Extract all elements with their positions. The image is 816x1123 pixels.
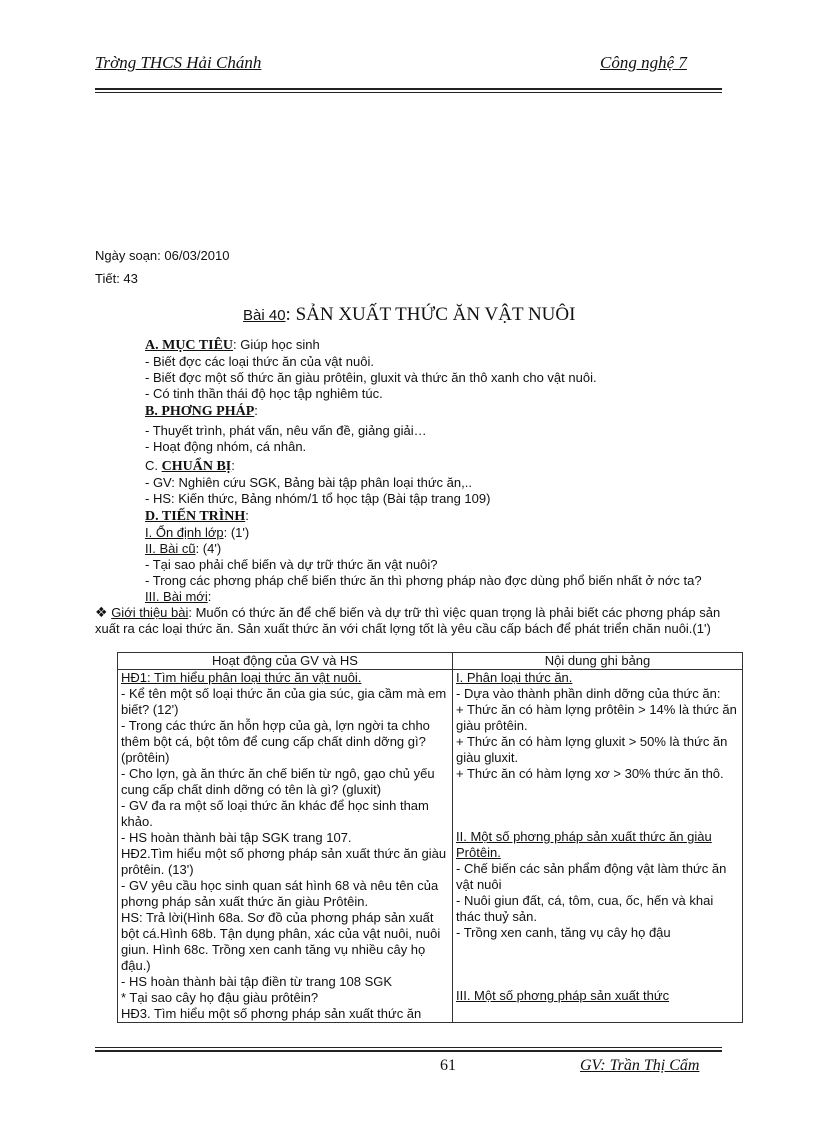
activity-line: - Kể tên một số loại thức ăn của gia súc, gia cầm mà em biết? (12') [121, 686, 447, 717]
activity-line: - GV đa ra một số loại thức ăn khác để học sinh tham khảo. [121, 798, 429, 829]
activity-line: HĐ3. Tìm hiểu một số phơng pháp sản xuất thức ăn [121, 1006, 422, 1021]
step-3 [145, 589, 735, 605]
prep-prefix: C. [145, 458, 162, 473]
date-line: Ngày soạn: 06/03/2010 [95, 248, 230, 263]
lesson-title [243, 304, 575, 326]
activity-line: HĐ1: Tìm hiểu phân loại thức ăn vật nuôi. [121, 670, 362, 685]
objective-item: - Biết đợc các loại thức ăn của vật nuôi. [145, 354, 374, 369]
header-school-text: Trờng THCS Hải Chánh [95, 53, 262, 72]
intro-paragraph [95, 604, 735, 637]
diamond-bullet-icon: ❖ [95, 604, 108, 620]
activity-line: - Cho lợn, gà ăn thức ăn chế biến từ ngô, gạo chủ yếu cung cấp chất dinh dỡng có tên là gì? (gluxit) [121, 766, 435, 797]
notes-line: - Nuôi giun đất, cá, tôm, cua, ốc, hến và khai thác thuỷ sản. [456, 893, 714, 924]
activities-cell [118, 670, 453, 1023]
prep-suffix: : [231, 458, 235, 473]
prep-item: - GV: Nghiên cứu SGK, Bảng bài tập phân loại thức ăn,.. [145, 475, 472, 490]
step-1 [145, 525, 735, 541]
objectives-intro: : Giúp học sinh [233, 337, 320, 352]
process-heading-line [145, 508, 735, 525]
activity-line: - HS hoàn thành bài tập điền từ trang 108 SGK [121, 974, 393, 989]
method-heading: B. PHƠNG PHÁP [145, 404, 255, 419]
header-school [95, 53, 261, 73]
activity-line: - Trong các thức ăn hỗn hợp của gà, lợn ngời ta chho thêm bột cá, bột tôm để cung cấp chất dinh dỡng gì? (prôtêin) [121, 718, 430, 765]
objective-item: - Biết đợc một số thức ăn giàu prôtêin, gluxit và thức ăn thô xanh cho vật nuôi. [145, 370, 597, 385]
lesson-title-text: : SẢN XUẤT THỨC ĂN VẬT NUÔI [285, 304, 576, 325]
objectives-heading-line [145, 337, 735, 354]
lesson-body [145, 337, 735, 605]
method-heading-line [145, 403, 735, 420]
activity-line: - HS hoàn thành bài tập SGK trang 107. [121, 830, 352, 845]
activity-line: - GV yêu cầu học sinh quan sát hình 68 và nêu tên của phơng pháp sản xuất thức ăn giàu Prôtêin. [121, 878, 439, 909]
notes-heading: II. Một số phơng pháp sản xuất thức ăn giàu Prôtêin. [456, 829, 712, 860]
footer-rule-thick [95, 1050, 722, 1052]
step-3-rest: : [207, 589, 212, 604]
table-row [118, 670, 743, 1023]
step-1-label: I. Ổn định lớp [145, 525, 224, 540]
method-suffix: : [254, 403, 258, 418]
page-number: 61 [440, 1057, 456, 1074]
notes-heading: III. Một số phơng pháp sản xuất thức [456, 988, 670, 1003]
notes-cell [453, 670, 743, 1023]
footer-rule-thin [95, 1047, 722, 1048]
process-suffix: : [245, 508, 249, 523]
objectives-heading: A. MỤC TIÊU [145, 338, 234, 353]
question-item: - Tại sao phải chế biến và dự trữ thức ăn vật nuôi? [145, 557, 438, 572]
step-2 [145, 541, 735, 557]
step-2-label: II. Bài cũ [145, 541, 196, 556]
notes-line: + Thức ăn có hàm lợng gluxit > 50% là thức ăn giàu gluxit. [456, 734, 728, 765]
notes-line: + Thức ăn có hàm lợng prôtêin > 14% là thức ăn giàu prôtêin. [456, 702, 737, 733]
header-subject [600, 53, 687, 73]
activity-line: HĐ2.Tìm hiểu một số phơng pháp sản xuất thức ăn giàu prôtêin. (13') [121, 846, 447, 877]
header-rule-thick [95, 88, 722, 90]
notes-spacer [456, 782, 739, 829]
activity-line: HS: Trả lời(Hình 68a. Sơ đồ của phơng pháp sản xuất bột cá.Hình 68b. Tận dụng phân, xác của vật nuôi, nuôi giun. Hình 68c. Trồng xen canh tăng vụ nhiều cây họ đậu.) [121, 910, 441, 973]
step-2-rest: : (4') [195, 541, 222, 556]
prep-item: - HS: Kiến thức, Bảng nhóm/1 tổ học tập (Bài tập trang 109) [145, 491, 491, 506]
activity-line: * Tại sao cây họ đậu giàu prôtêin? [121, 990, 319, 1005]
method-item: - Hoạt động nhóm, cá nhân. [145, 439, 307, 454]
prep-heading: CHUẨN BỊ [161, 459, 232, 474]
notes-line: - Dựa vào thành phần dinh dỡng của thức ăn: [456, 686, 721, 701]
intro-label: Giới thiệu bài [111, 605, 189, 620]
notes-line: - Trồng xen canh, tăng vụ cây họ đậu [456, 925, 671, 940]
header-subject-text: Công nghệ 7 [600, 53, 687, 72]
notes-line: + Thức ăn có hàm lợng xơ > 30% thức ăn thô. [456, 766, 724, 781]
objective-item: - Có tinh thần thái độ học tập nghiêm túc. [145, 386, 383, 401]
intro-text: : Muốn có thức ăn để chế biến và dự trữ thì việc quan trọng là phải biết các phơng pháp sản xuất ra các loại thức ăn. Sản xuất thức ăn với chất lợng tốt là yêu cầu cấp bách để phát triển chăn nuôi.(1') [95, 605, 721, 636]
step-3-label: III. Bài mới [145, 589, 208, 604]
header-rule-thin [95, 92, 722, 93]
table-header: Nội dung ghi bảng [453, 653, 743, 670]
activity-table [117, 652, 743, 1023]
table-header: Hoạt động của GV và HS [118, 653, 453, 670]
method-item: - Thuyết trình, phát vấn, nêu vấn đề, giảng giải… [145, 423, 427, 438]
table-header-row [118, 653, 743, 670]
teacher-name: GV: Trần Thị Cẩm [580, 1057, 700, 1074]
notes-line: - Chế biến các sản phẩm động vật làm thức ăn vật nuôi [456, 861, 727, 892]
notes-heading: I. Phân loại thức ăn. [456, 670, 573, 685]
process-heading: D. TIẾN TRÌNH [145, 509, 246, 524]
notes-spacer [456, 941, 739, 988]
prep-heading-line [145, 458, 735, 475]
question-item: - Trong các phơng pháp chế biến thức ăn thì phơng pháp nào đợc dùng phổ biến nhất ở nớc ta? [145, 573, 702, 588]
period-line: Tiết: 43 [95, 271, 138, 286]
step-1-rest: : (1') [223, 525, 250, 540]
lesson-label: Bài 40 [243, 307, 286, 324]
